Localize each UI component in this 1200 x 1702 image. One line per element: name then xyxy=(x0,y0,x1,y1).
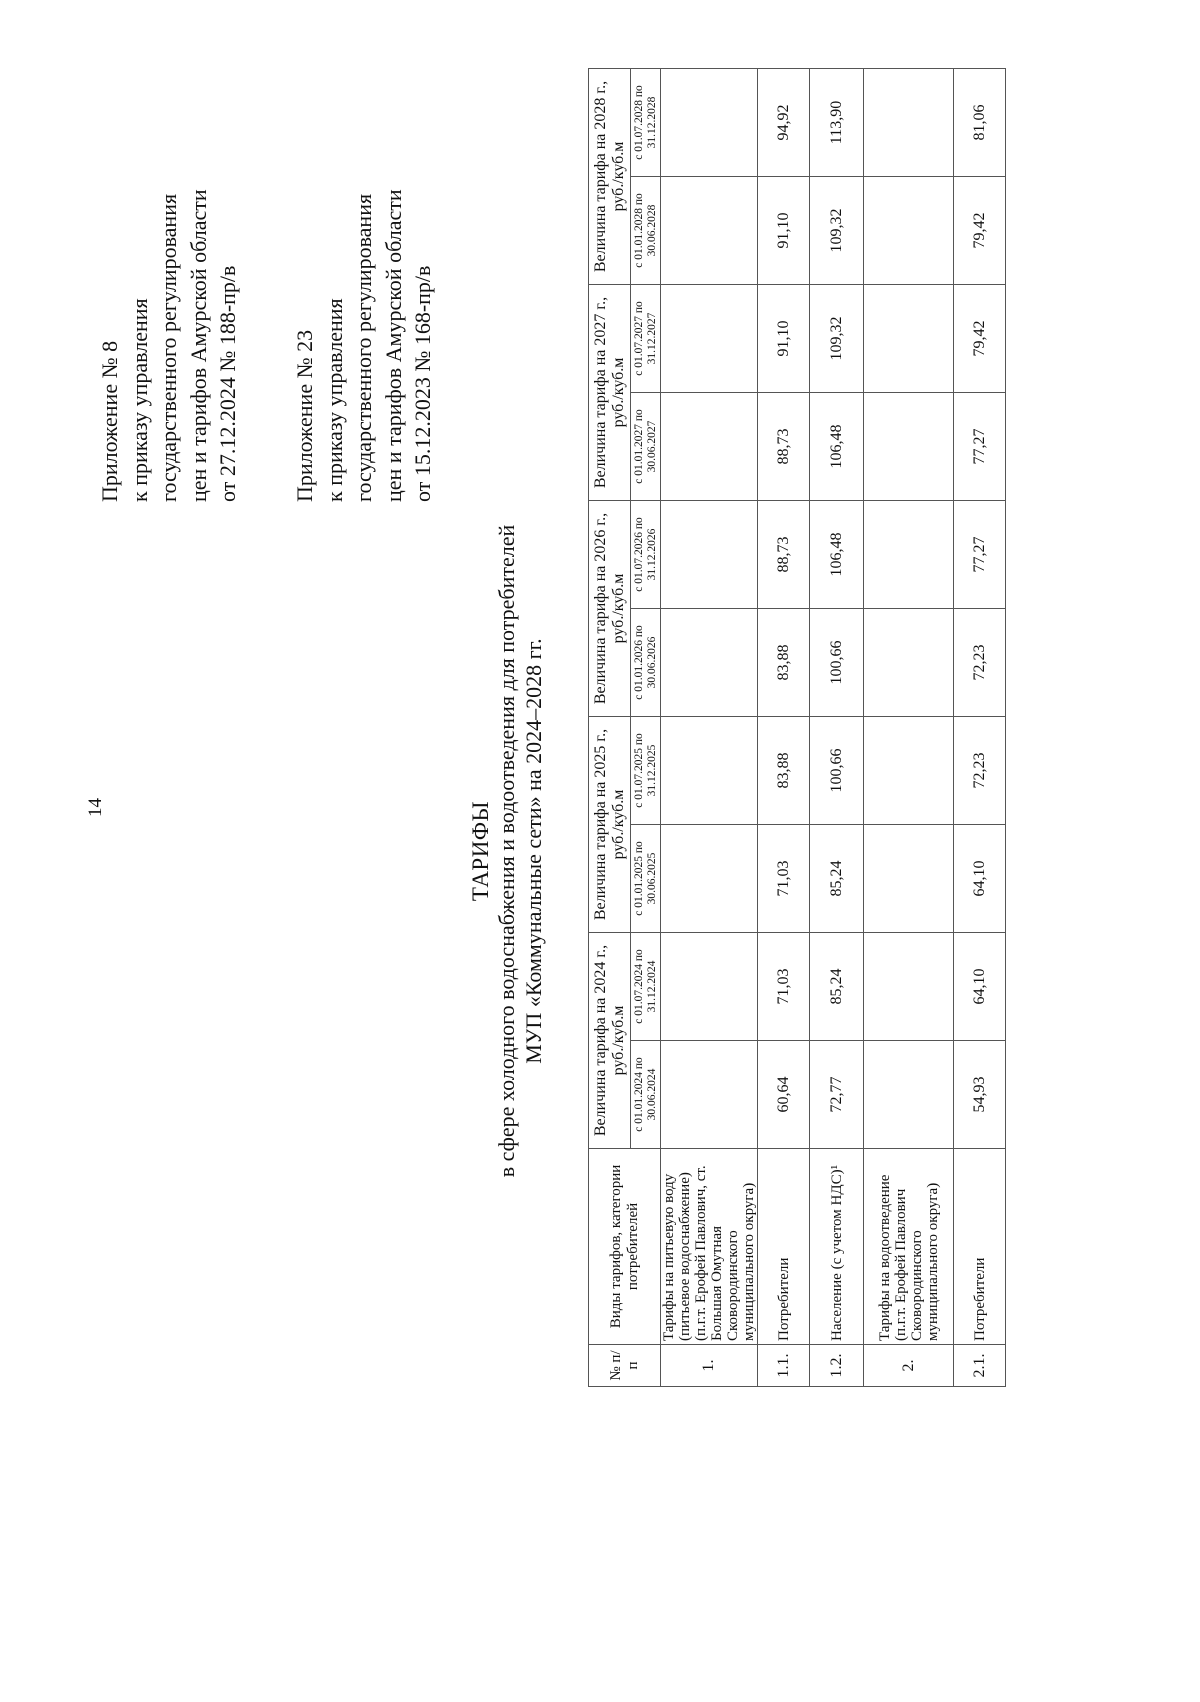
header-row-periods xyxy=(589,69,631,1387)
cell-value: 100,66 xyxy=(810,717,864,825)
cell-value: 106,48 xyxy=(810,501,864,609)
cell-value xyxy=(661,177,758,285)
header-period-2028: Величина тарифа на 2028 г., руб./куб.м xyxy=(589,69,631,285)
cell-value: 85,24 xyxy=(810,825,864,933)
cell-value: 79,42 xyxy=(954,177,1006,285)
table-row xyxy=(661,69,758,1387)
cell-value: 109,32 xyxy=(810,285,864,393)
cell-value xyxy=(661,825,758,933)
row-name: Тарифы на питьевую воду (питьевое водоснабжение) (п.г.т. Ерофей Павлович, ст. Большая Омутная Сковородинского муниципального округа) xyxy=(661,1149,758,1345)
header-period-2026: Величина тарифа на 2026 г., руб./куб.м xyxy=(589,501,631,717)
header-period-2024: Величина тарифа на 2024 г., руб./куб.м xyxy=(589,933,631,1149)
cell-value xyxy=(864,177,954,285)
cell-value: 81,06 xyxy=(954,69,1006,177)
row-name: Потребители xyxy=(954,1149,1006,1345)
row-name: Потребители xyxy=(758,1149,810,1345)
row-number: 2. xyxy=(864,1345,954,1387)
document-subtitle-line-2: МУП «Коммунальные сети» на 2024–2028 гг. xyxy=(521,638,546,1064)
cell-value: 94,92 xyxy=(758,69,810,177)
appendix-line: к приказу управления xyxy=(126,298,152,502)
cell-value xyxy=(864,69,954,177)
header-subperiod: с 01.07.2024 по 31.12.2024 xyxy=(631,933,661,1041)
document-title: ТАРИФЫ xyxy=(468,800,493,902)
header-subperiod: с 01.01.2026 по 30.06.2026 xyxy=(631,609,661,717)
cell-value: 79,42 xyxy=(954,285,1006,393)
row-name: Тарифы на водоотведение (п.г.т. Ерофей Павлович Сковородинского муниципального округа) xyxy=(864,1149,954,1345)
cell-value xyxy=(864,1041,954,1149)
cell-value: 83,88 xyxy=(758,609,810,717)
cell-value: 64,10 xyxy=(954,933,1006,1041)
row-number: 1. xyxy=(661,1345,758,1387)
appendix-previous xyxy=(290,189,438,502)
header-period-2027: Величина тарифа на 2027 г., руб./куб.м xyxy=(589,285,631,501)
header-num: № п/п xyxy=(589,1345,661,1387)
cell-value xyxy=(864,285,954,393)
cell-value: 77,27 xyxy=(954,393,1006,501)
cell-value xyxy=(864,825,954,933)
appendix-line: цен и тарифов Амурской области xyxy=(185,189,211,502)
header-subperiod: с 01.01.2027 по 30.06.2027 xyxy=(631,393,661,501)
appendix-line: государственного регулирования xyxy=(351,193,376,502)
header-subperiod: с 01.01.2028 по 30.06.2028 xyxy=(631,177,661,285)
cell-value: 83,88 xyxy=(758,717,810,825)
header-subperiod: с 01.07.2028 по 31.12.2028 xyxy=(631,69,661,177)
cell-value: 88,73 xyxy=(758,501,810,609)
cell-value: 100,66 xyxy=(810,609,864,717)
table-row xyxy=(810,69,864,1387)
appendix-current xyxy=(95,189,243,502)
cell-value: 72,23 xyxy=(954,717,1006,825)
appendix-line: государственного регулирования xyxy=(156,193,181,502)
cell-value: 106,48 xyxy=(810,393,864,501)
cell-value: 88,73 xyxy=(758,393,810,501)
header-subperiod: с 01.07.2026 по 31.12.2026 xyxy=(631,501,661,609)
cell-value xyxy=(661,285,758,393)
cell-value: 91,10 xyxy=(758,177,810,285)
appendix-line: Приложение № 23 xyxy=(292,329,317,502)
cell-value: 54,93 xyxy=(954,1041,1006,1149)
cell-value: 72,77 xyxy=(810,1041,864,1149)
cell-value: 91,10 xyxy=(758,285,810,393)
cell-value xyxy=(661,1041,758,1149)
cell-value xyxy=(864,609,954,717)
cell-value xyxy=(661,501,758,609)
cell-value: 60,64 xyxy=(758,1041,810,1149)
row-name: Население (с учетом НДС)¹ xyxy=(810,1149,864,1345)
header-subperiod: с 01.07.2027 по 31.12.2027 xyxy=(631,285,661,393)
table-row xyxy=(864,69,954,1387)
cell-value: 71,03 xyxy=(758,933,810,1041)
cell-value xyxy=(864,501,954,609)
table-row xyxy=(758,69,810,1387)
header-subperiod: с 01.01.2025 по 30.06.2025 xyxy=(631,825,661,933)
header-period-2025: Величина тарифа на 2025 г., руб./куб.м xyxy=(589,717,631,933)
cell-value xyxy=(661,933,758,1041)
appendix-line: к приказу управления xyxy=(321,298,347,502)
appendix-line: от 27.12.2024 № 188-пр/в xyxy=(215,265,240,502)
cell-value: 64,10 xyxy=(954,825,1006,933)
header-name: Виды тарифов, категории потребителей xyxy=(589,1149,661,1345)
cell-value: 109,32 xyxy=(810,177,864,285)
cell-value: 72,23 xyxy=(954,609,1006,717)
cell-value xyxy=(661,609,758,717)
header-subperiod: с 01.01.2024 по 30.06.2024 xyxy=(631,1041,661,1149)
cell-value: 85,24 xyxy=(810,933,864,1041)
document-subtitle-line-1: в сфере холодного водоснабжения и водоотведения для потребителей xyxy=(494,524,519,1178)
cell-value xyxy=(661,393,758,501)
table-row xyxy=(954,69,1006,1387)
cell-value xyxy=(864,717,954,825)
cell-value xyxy=(864,933,954,1041)
cell-value xyxy=(661,717,758,825)
cell-value: 77,27 xyxy=(954,501,1006,609)
appendix-line: от 15.12.2023 № 168-пр/в xyxy=(410,265,435,502)
row-number: 2.1. xyxy=(954,1345,1006,1387)
header-subperiod: с 01.07.2025 по 31.12.2025 xyxy=(631,717,661,825)
cell-value xyxy=(864,393,954,501)
appendix-line: цен и тарифов Амурской области xyxy=(380,189,406,502)
cell-value: 71,03 xyxy=(758,825,810,933)
cell-value: 113,90 xyxy=(810,69,864,177)
row-number: 1.1. xyxy=(758,1345,810,1387)
tariff-table xyxy=(588,68,1006,1387)
row-number: 1.2. xyxy=(810,1345,864,1387)
appendix-line: Приложение № 8 xyxy=(97,340,122,502)
page-number: 14 xyxy=(85,798,106,817)
cell-value xyxy=(661,69,758,177)
